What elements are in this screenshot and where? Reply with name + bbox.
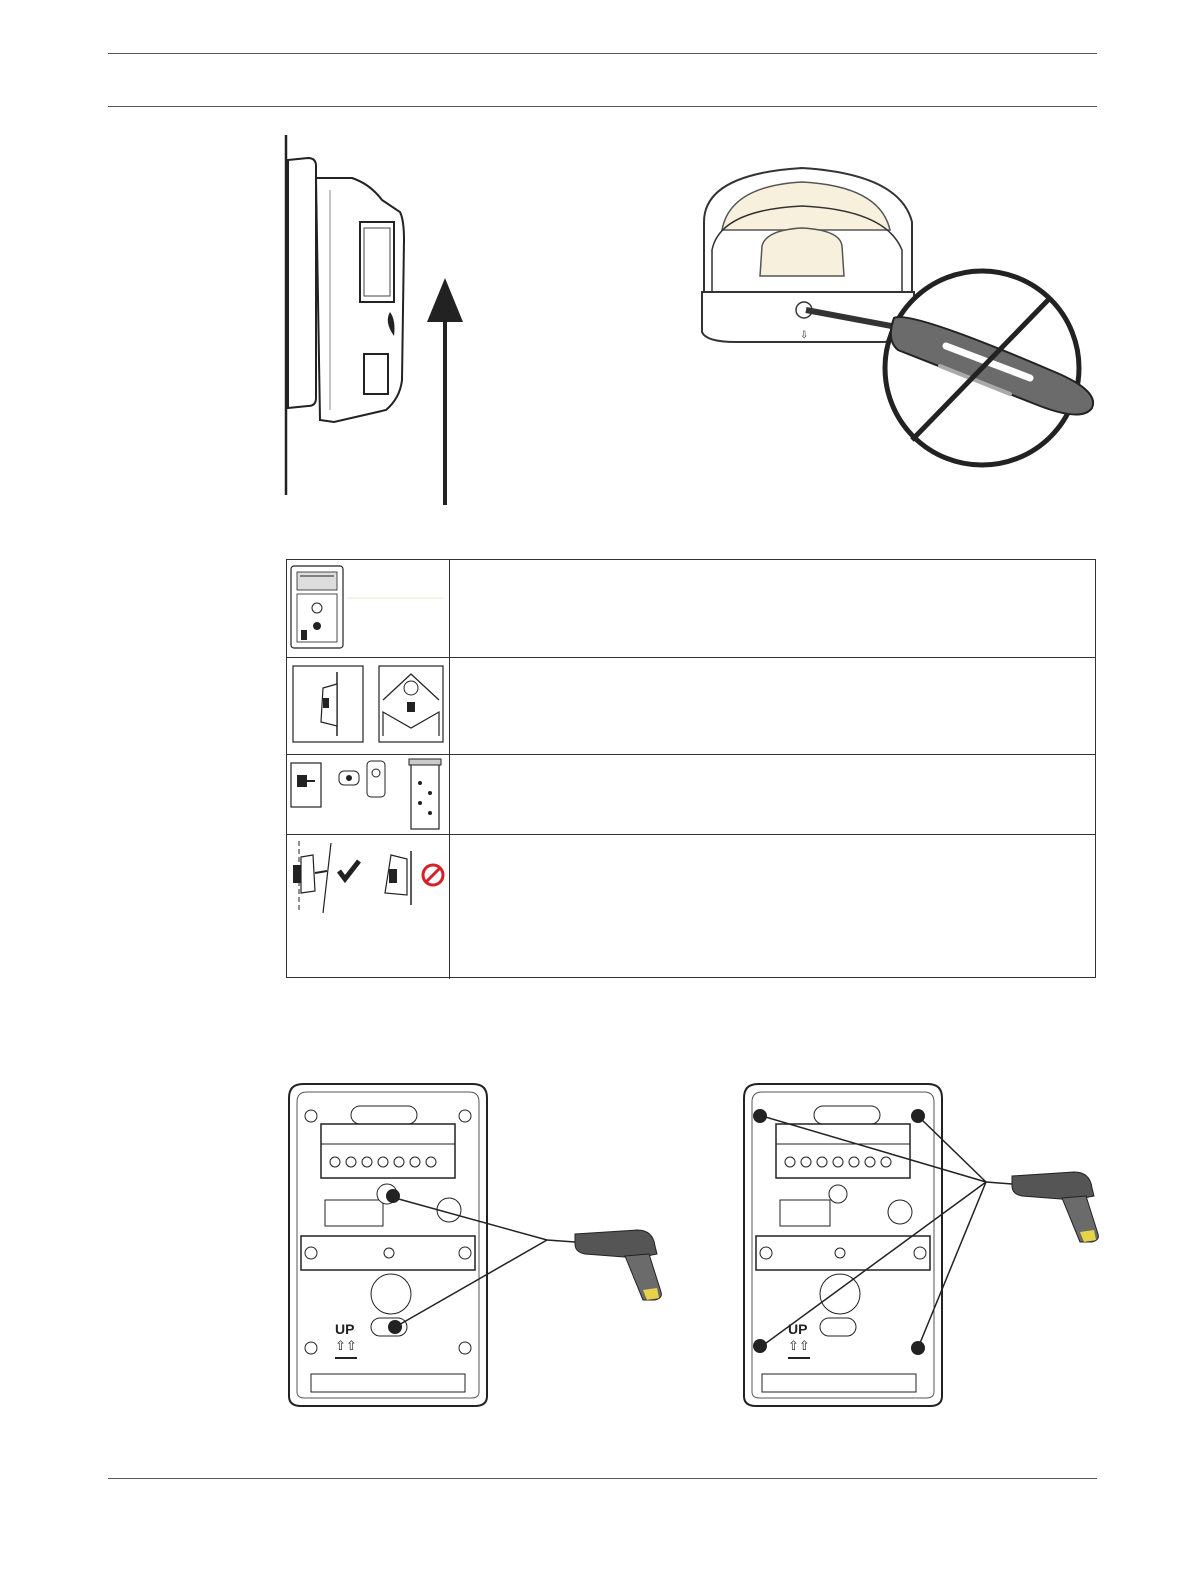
svg-text:⇧⇧: ⇧⇧ (335, 1339, 357, 1354)
table-icon-cell (287, 755, 450, 834)
table-text-cell (450, 560, 1095, 657)
drill-icon (547, 1230, 661, 1300)
screwdriver-prohibited-figure (690, 150, 1110, 480)
table-icon-cell (287, 835, 450, 979)
tilt-correct-incorrect-icon (287, 835, 447, 921)
base-four-holes-drill-figure (740, 1078, 1130, 1413)
drill-icon (986, 1172, 1098, 1242)
header-rule-bottom (108, 106, 1097, 107)
table-row (287, 657, 1095, 754)
up-label: UP (335, 1321, 355, 1337)
table-icon-cell (287, 560, 450, 657)
table-row (287, 754, 1095, 834)
up-label: UP (788, 1321, 808, 1337)
detector-base-open-icon (287, 560, 447, 654)
svg-text:⇩: ⇩ (800, 330, 809, 341)
table-text-cell (450, 755, 1095, 834)
table-text-cell (450, 658, 1095, 754)
table-row (287, 834, 1095, 979)
table-icon-cell (287, 658, 450, 754)
bracket-mount-icon (287, 755, 447, 833)
table-row (287, 560, 1095, 657)
header-rule-top (108, 53, 1097, 54)
svg-text:⇧⇧: ⇧⇧ (788, 1339, 810, 1354)
mounting-options-table (286, 559, 1096, 978)
table-text-cell (450, 835, 1095, 979)
detector-side-mount-figure (270, 130, 490, 510)
wall-and-corner-mount-icon (287, 658, 447, 752)
base-two-holes-drill-figure (285, 1078, 675, 1413)
footer-rule (108, 1478, 1097, 1479)
